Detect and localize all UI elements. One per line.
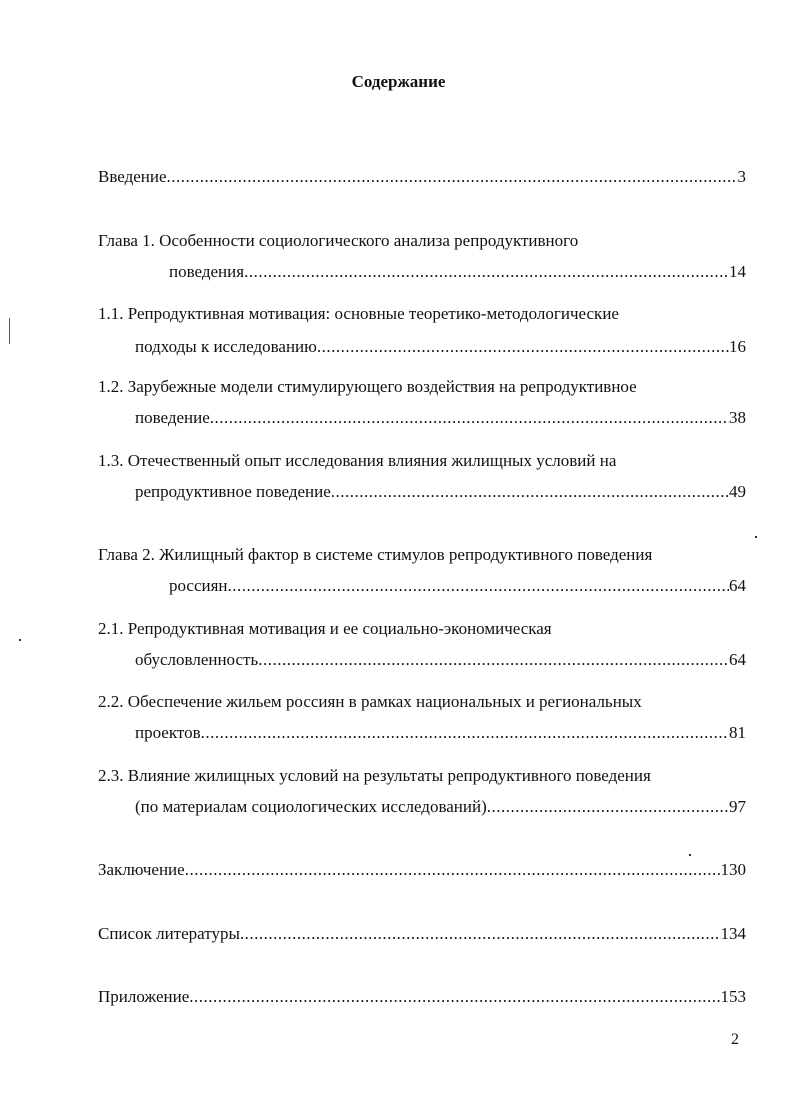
toc-entry-page: 38 <box>729 408 746 427</box>
toc-leader-dots <box>240 924 721 944</box>
toc-leader-dots <box>487 797 729 817</box>
toc-leader-dots <box>185 860 721 880</box>
toc-entry-page: 3 <box>737 167 746 186</box>
scan-speck <box>19 639 21 641</box>
toc-entry-page: 14 <box>729 262 746 281</box>
toc-entry-chapter2 <box>169 576 746 596</box>
scan-margin-mark <box>9 318 10 344</box>
toc-entry-chapter1 <box>169 262 746 282</box>
page-title: Содержание <box>351 72 446 91</box>
toc-entry-page: 49 <box>729 482 746 501</box>
toc-entry-introduction <box>98 167 746 187</box>
toc-entry-page: 64 <box>729 650 746 669</box>
toc-leader-dots <box>317 337 729 357</box>
toc-leader-dots <box>189 987 720 1007</box>
toc-entry-text: Список литературы <box>98 924 240 943</box>
scan-speck <box>755 536 757 538</box>
toc-entry-2-2 <box>135 723 746 743</box>
toc-entry-text: Приложение <box>98 987 190 1006</box>
toc-entry-text: Введение <box>98 167 167 186</box>
toc-leader-dots <box>201 723 729 743</box>
toc-entry-text: обусловленность <box>135 650 259 669</box>
toc-entry-1-2-title: 1.2. Зарубежные модели стимулирующего воздействия на репродуктивное <box>98 377 637 396</box>
toc-leader-dots <box>210 408 729 428</box>
toc-leader-dots <box>167 167 738 187</box>
toc-entry-text: россиян <box>169 576 228 595</box>
toc-entry-text: проектов <box>135 723 201 742</box>
toc-entry-page: 97 <box>729 797 746 816</box>
toc-leader-dots <box>331 482 729 502</box>
toc-entry-2-1-title: 2.1. Репродуктивная мотивация и ее социально-экономическая <box>98 619 552 638</box>
toc-entry-page: 130 <box>720 860 746 879</box>
toc-entry-page: 81 <box>729 723 746 742</box>
toc-entry-conclusion <box>98 860 746 880</box>
toc-entry-chapter1-title: Глава 1. Особенности социологического анализа репродуктивного <box>98 231 579 250</box>
toc-entry-page: 16 <box>729 337 746 356</box>
toc-entry-2-1 <box>135 650 746 670</box>
toc-entry-appendix <box>98 987 746 1007</box>
page-number: 2 <box>731 1031 739 1048</box>
toc-leader-dots <box>228 576 729 596</box>
toc-entry-text: подходы к исследованию <box>135 337 317 356</box>
toc-entry-text: (по материалам социологических исследований) <box>135 797 487 816</box>
toc-entry-chapter2-title: Глава 2. Жилищный фактор в системе стимулов репродуктивного поведения <box>98 545 653 564</box>
toc-entry-page: 134 <box>720 924 746 943</box>
toc-entry-text: поведение <box>135 408 210 427</box>
toc-entry-1-1 <box>135 337 746 357</box>
toc-entry-page: 64 <box>729 576 746 595</box>
toc-entry-text: репродуктивное поведение <box>135 482 331 501</box>
toc-entry-1-2 <box>135 408 746 428</box>
toc-entry-1-1-title: 1.1. Репродуктивная мотивация: основные теоретико-методологические <box>98 304 619 323</box>
toc-entry-1-3 <box>135 482 746 502</box>
toc-entry-2-3-title: 2.3. Влияние жилищных условий на результаты репродуктивного поведения <box>98 766 651 785</box>
toc-leader-dots <box>258 650 729 670</box>
toc-entry-references <box>98 924 746 944</box>
toc-entry-1-3-title: 1.3. Отечественный опыт исследования влияния жилищных условий на <box>98 451 617 470</box>
toc-entry-2-2-title: 2.2. Обеспечение жильем россиян в рамках национальных и региональных <box>98 692 642 711</box>
toc-entry-2-3 <box>135 797 746 817</box>
scan-speck <box>689 854 691 856</box>
toc-entry-page: 153 <box>720 987 746 1006</box>
toc-entry-text: Заключение <box>98 860 185 879</box>
toc-leader-dots <box>244 262 729 282</box>
toc-entry-text: поведения <box>169 262 245 281</box>
